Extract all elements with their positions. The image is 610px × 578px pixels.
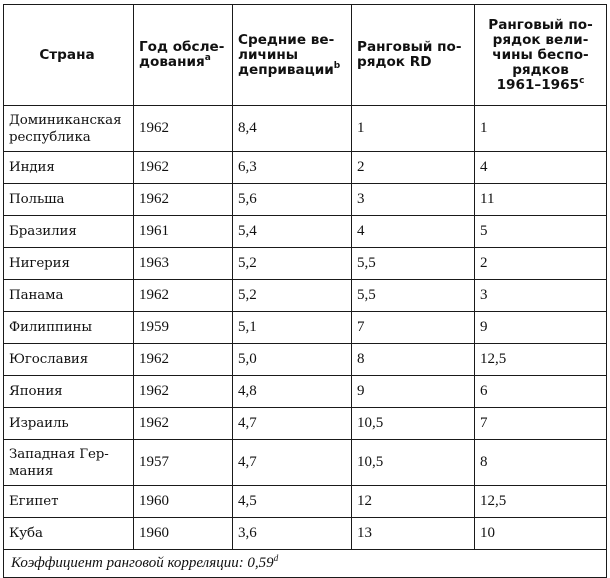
cell-rank-rd: 13 — [352, 518, 475, 550]
cell-rank-rd: 5,5 — [352, 248, 475, 280]
header-rank-rd: Ранговый по- рядок RD — [352, 5, 475, 106]
cell-rank-rd: 9 — [352, 376, 475, 408]
cell-rank-disorder: 4 — [475, 152, 607, 184]
cell-rank-rd: 4 — [352, 216, 475, 248]
cell-year: 1960 — [134, 518, 233, 550]
header-survey-year: Год обсле- дования$^a$ — [134, 5, 233, 106]
cell-rank-rd: 10,5 — [352, 408, 475, 440]
cell-country: Панама — [4, 280, 134, 312]
cell-country: Нигерия — [4, 248, 134, 280]
cell-rank-disorder: 6 — [475, 376, 607, 408]
cell-country: Индия — [4, 152, 134, 184]
cell-average: 6,3 — [233, 152, 352, 184]
cell-average: 4,7 — [233, 408, 352, 440]
cell-year: 1962 — [134, 184, 233, 216]
cell-average: 4,7 — [233, 440, 352, 486]
cell-rank-rd: 7 — [352, 312, 475, 344]
cell-average: 4,5 — [233, 486, 352, 518]
cell-country: Югославия — [4, 344, 134, 376]
cell-year: 1962 — [134, 344, 233, 376]
rank-correlation-note: Коэффициент ранговой корреляции: 0,59$^d$ — [4, 550, 607, 578]
table-row — [4, 184, 607, 216]
cell-country: Египет — [4, 486, 134, 518]
table-row — [4, 312, 607, 344]
footer-row — [4, 550, 607, 578]
cell-year: 1962 — [134, 280, 233, 312]
cell-country: Доминиканская республика — [4, 106, 134, 152]
cell-year: 1962 — [134, 376, 233, 408]
cell-year: 1963 — [134, 248, 233, 280]
table-row — [4, 344, 607, 376]
cell-country: Филиппины — [4, 312, 134, 344]
table-row — [4, 216, 607, 248]
cell-country: Западная Гер-мания — [4, 440, 134, 486]
header-rank-disorder: Ранговый по- рядок вели- чины беспо- рядков 1961–1965$^c$ — [475, 5, 607, 106]
cell-rank-rd: 12 — [352, 486, 475, 518]
cell-year: 1960 — [134, 486, 233, 518]
cell-country: Израиль — [4, 408, 134, 440]
cell-rank-disorder: 8 — [475, 440, 607, 486]
cell-average: 5,6 — [233, 184, 352, 216]
table-row — [4, 486, 607, 518]
cell-average: 8,4 — [233, 106, 352, 152]
cell-rank-disorder: 1 — [475, 106, 607, 152]
cell-average: 5,2 — [233, 280, 352, 312]
cell-rank-disorder: 9 — [475, 312, 607, 344]
cell-rank-disorder: 10 — [475, 518, 607, 550]
cell-rank-disorder: 12,5 — [475, 486, 607, 518]
cell-rank-disorder: 7 — [475, 408, 607, 440]
cell-year: 1961 — [134, 216, 233, 248]
cell-country: Куба — [4, 518, 134, 550]
table-row — [4, 408, 607, 440]
cell-country: Польша — [4, 184, 134, 216]
header-average-deprivation: Средние ве- личины депривации$^b$ — [233, 5, 352, 106]
cell-average: 5,1 — [233, 312, 352, 344]
cell-country: Бразилия — [4, 216, 134, 248]
header-country: Страна — [4, 5, 134, 106]
table-row — [4, 440, 607, 486]
cell-year: 1957 — [134, 440, 233, 486]
cell-rank-disorder: 11 — [475, 184, 607, 216]
table-row — [4, 152, 607, 184]
cell-year: 1962 — [134, 408, 233, 440]
cell-rank-rd: 10,5 — [352, 440, 475, 486]
cell-year: 1959 — [134, 312, 233, 344]
cell-rank-rd: 2 — [352, 152, 475, 184]
cell-average: 5,2 — [233, 248, 352, 280]
cell-rank-rd: 5,5 — [352, 280, 475, 312]
cell-rank-disorder: 3 — [475, 280, 607, 312]
cell-year: 1962 — [134, 106, 233, 152]
cell-average: 5,0 — [233, 344, 352, 376]
cell-rank-disorder: 5 — [475, 216, 607, 248]
table-row — [4, 518, 607, 550]
table-row — [4, 248, 607, 280]
cell-rank-rd: 3 — [352, 184, 475, 216]
cell-average: 5,4 — [233, 216, 352, 248]
table-row — [4, 106, 607, 152]
cell-rank-rd: 1 — [352, 106, 475, 152]
cell-rank-disorder: 2 — [475, 248, 607, 280]
cell-country: Япония — [4, 376, 134, 408]
cell-average: 4,8 — [233, 376, 352, 408]
cell-year: 1962 — [134, 152, 233, 184]
header-row — [4, 5, 607, 106]
cell-average: 3,6 — [233, 518, 352, 550]
table-row — [4, 280, 607, 312]
cell-rank-rd: 8 — [352, 344, 475, 376]
table-row — [4, 376, 607, 408]
cell-rank-disorder: 12,5 — [475, 344, 607, 376]
rank-correlation-table — [3, 4, 607, 578]
